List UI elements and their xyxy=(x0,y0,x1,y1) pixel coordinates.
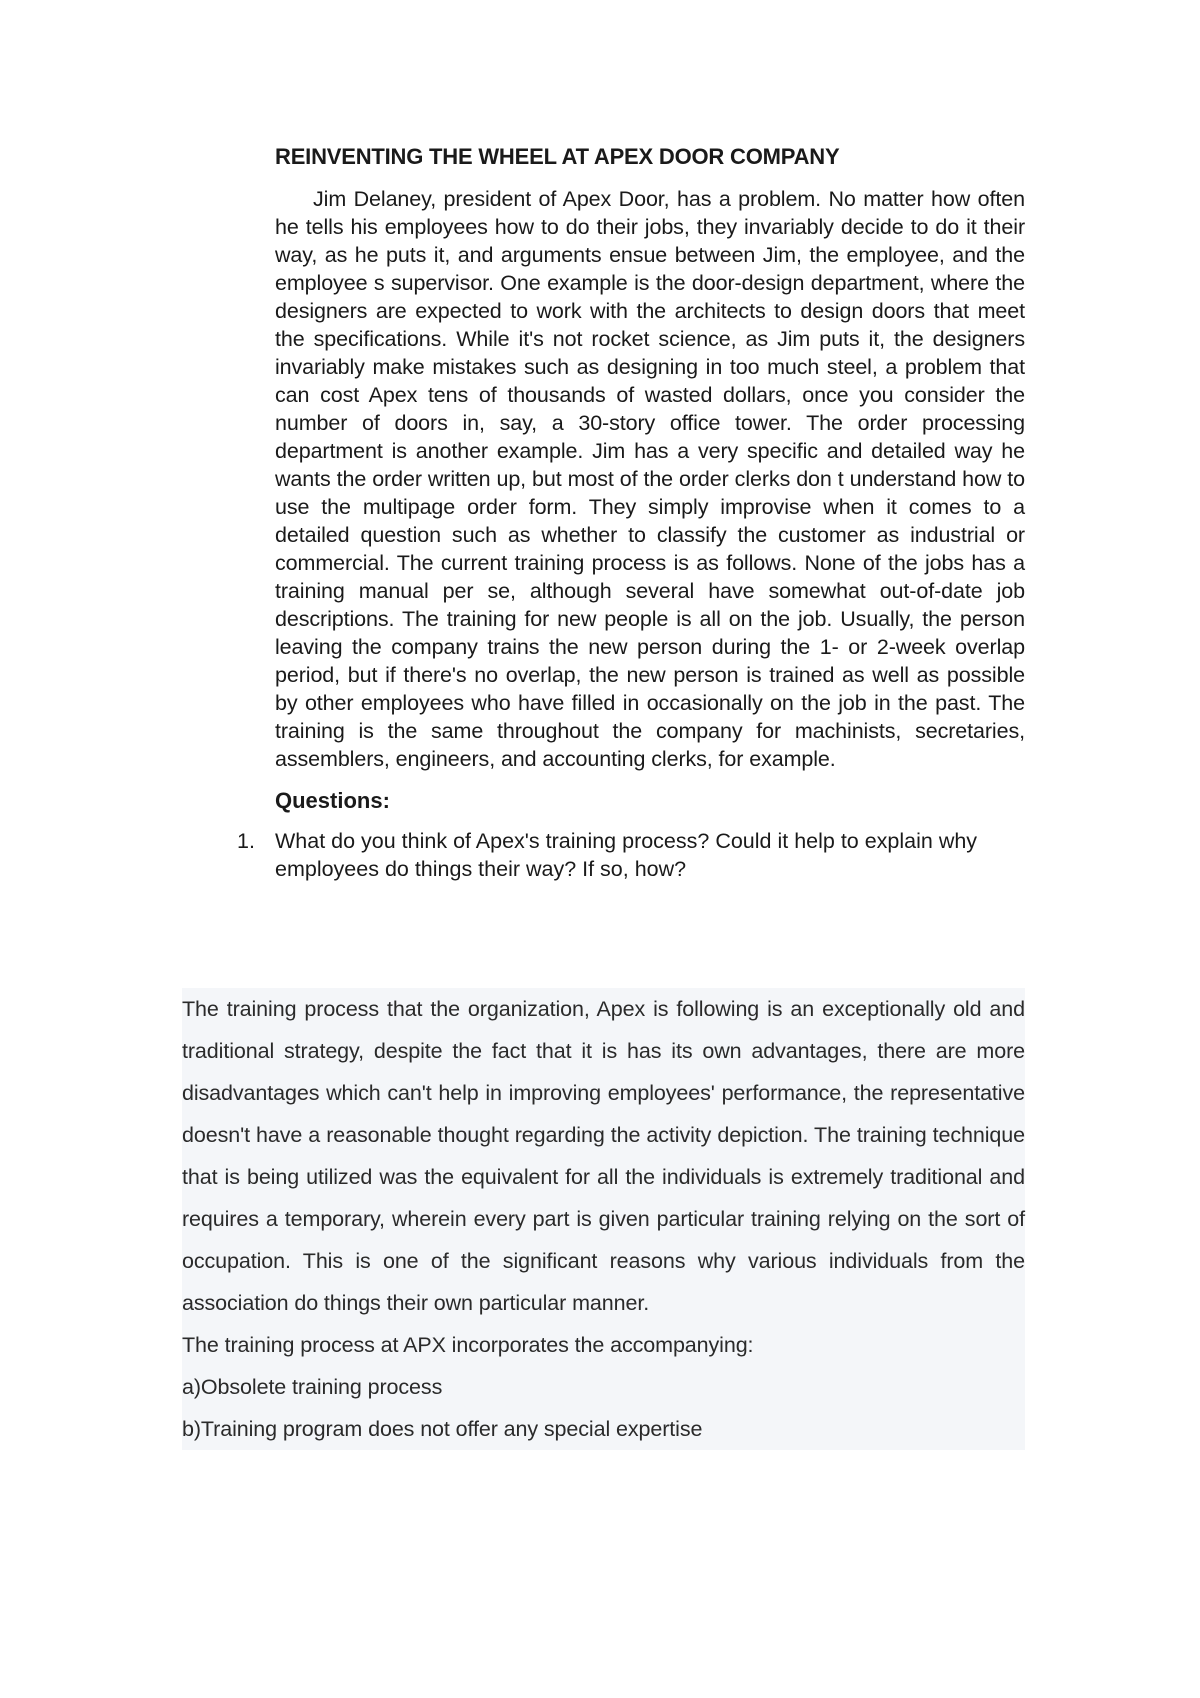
answer-paragraph: The training process that the organization, Apex is following is an exceptionally old and traditional strategy, despite the fact that it is has its own advantages, there are more disadvantages which can't help in improving employees' performance, the representative doesn't have a reasonable thought regarding the activity depiction. The training technique that is being utilized was the equivalent for all the individuals is extremely traditional and requires a temporary, wherein every part is given particular training relying on the sort of occupation. This is one of the significant reasons why various individuals from the association do things their own particular manner. xyxy=(182,997,1025,1315)
answer-highlight-block xyxy=(182,988,1025,1450)
question-number: 1. xyxy=(237,829,255,853)
case-study-section xyxy=(237,143,1025,883)
answer-section xyxy=(182,988,1025,1450)
answer-intro-line: The training process at APX incorporates the accompanying: xyxy=(182,1333,754,1357)
questions-list xyxy=(237,827,1025,883)
case-body-text: Jim Delaney, president of Apex Door, has a problem. No matter how often he tells his employees how to do their jobs, they invariably decide to do it their way, as he puts it, and arguments ensue between Jim, the employee, and the employee s supervisor. One example is the door-design department, where the designers are expected to work with the architects to design doors that meet the specifications. While it's not rocket science, as Jim puts it, the designers invariably make mistakes such as designing in too much steel, a problem that can cost Apex tens of thousands of wasted dollars, once you consider the number of doors in, say, a 30-story office tower. The order processing department is another example. Jim has a very specific and detailed way he wants the order written up, but most of the order clerks don t understand how to use the multipage order form. They simply improvise when it comes to a detailed question such as whether to classify the customer as industrial or commercial. The current training process is as follows. None of the jobs has a training manual per se, although several have somewhat out-of-date job descriptions. The training for new people is all on the job. Usually, the person leaving the company trains the new person during the 1- or 2-week overlap period, but if there's no overlap, the new person is trained as well as possible by other employees who have filled in occasionally on the job in the past. The training is the same throughout the company for machinists, secretaries, assemblers, engineers, and accounting clerks, for example. xyxy=(275,187,1025,771)
question-text: What do you think of Apex's training process? Could it help to explain why employees do things their way? If so, how? xyxy=(275,829,978,881)
answer-list-item: b)Training program does not offer any special expertise xyxy=(182,1417,703,1441)
questions-heading: Questions: xyxy=(275,788,390,813)
case-title: REINVENTING THE WHEEL AT APEX DOOR COMPANY xyxy=(275,144,840,169)
answer-list-item: a)Obsolete training process xyxy=(182,1375,443,1399)
question-item xyxy=(237,827,1025,883)
